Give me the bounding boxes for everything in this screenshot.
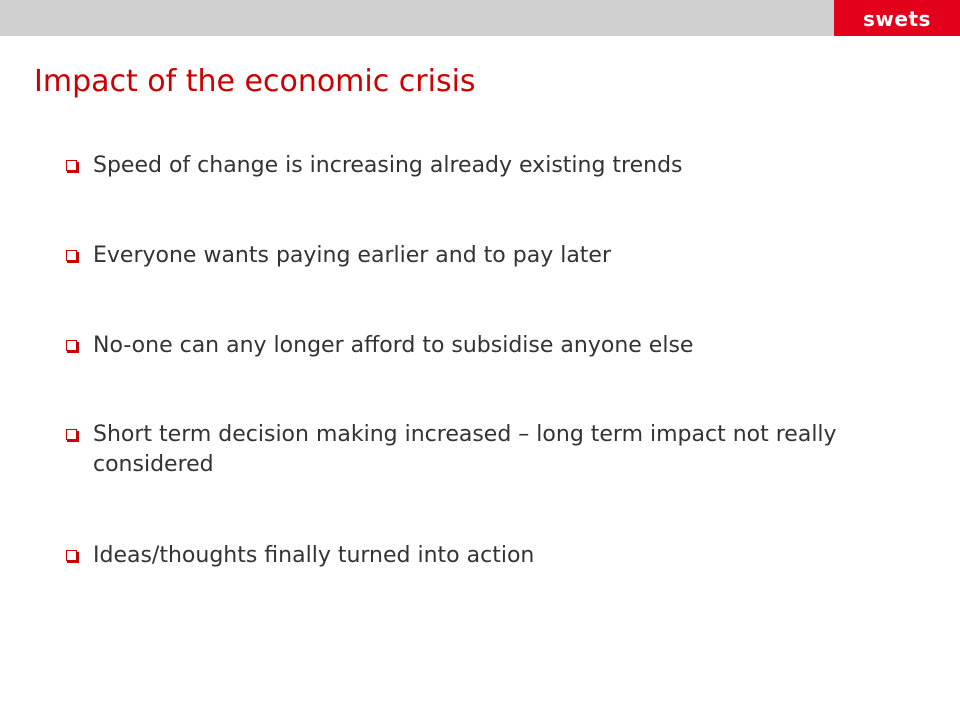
hollow-square-bullet-icon	[66, 250, 77, 261]
hollow-square-bullet-icon	[66, 429, 77, 440]
slide-title: Impact of the economic crisis	[34, 64, 476, 99]
bullet-text: Ideas/thoughts finally turned into action	[93, 543, 535, 568]
logo-text: swets	[863, 7, 931, 31]
bullet-item	[66, 331, 936, 361]
bullet-item	[66, 541, 936, 571]
bullet-text: Speed of change is increasing already existing trends	[93, 153, 683, 178]
bullet-item	[66, 151, 936, 181]
hollow-square-bullet-icon	[66, 550, 77, 561]
hollow-square-bullet-icon	[66, 340, 77, 351]
bullet-text: Everyone wants paying earlier and to pay later	[93, 243, 612, 268]
bullet-item	[66, 241, 936, 271]
hollow-square-bullet-icon	[66, 160, 77, 171]
bullet-text: Short term decision making increased – long term impact not really considered	[93, 422, 837, 477]
bullet-item	[66, 420, 936, 480]
bullet-text: No-one can any longer afford to subsidise anyone else	[93, 333, 694, 358]
